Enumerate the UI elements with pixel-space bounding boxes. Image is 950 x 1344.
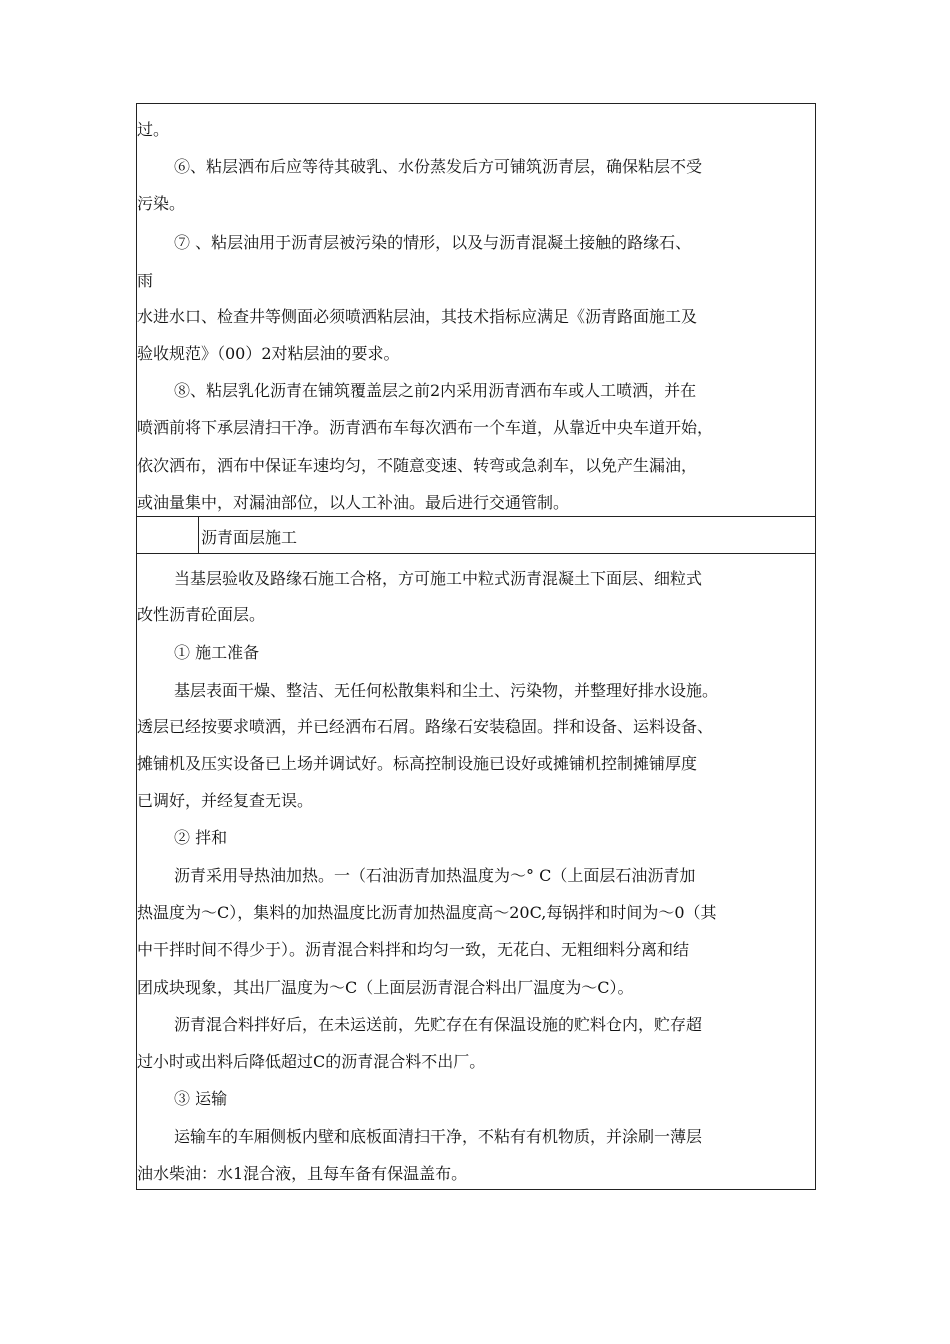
text-line: 改性沥青砼面层。 [137, 605, 266, 624]
text-line: 当基层验收及路缘石施工合格，方可施工中粒式沥青混凝土下面层、细粒式 [174, 569, 703, 588]
text-line: ③ 运输 [174, 1089, 228, 1108]
text-line: 中干拌时间不得少于）。沥青混合料拌和均匀一致，无花白、无粗细料分离和结 [137, 940, 690, 959]
text-line: ⑥、粘层洒布后应等待其破乳、水份蒸发后方可铺筑沥青层，确保粘层不受 [174, 157, 703, 176]
text-line: ⑦ 、粘层油用于沥青层被污染的情形，以及与沥青混凝土接触的路缘石、 [174, 233, 692, 252]
text-line: ② 拌和 [174, 828, 228, 847]
text-line: 水进水口、检查井等侧面必须喷洒粘层油，其技术指标应满足《沥青路面施工及 [137, 307, 698, 326]
content-box-upper [136, 103, 816, 516]
text-line: 雨 [137, 271, 154, 290]
text-line: 依次洒布，洒布中保证车速均匀，不随意变速、转弯或急刹车，以免产生漏油， [137, 456, 698, 475]
text-line: 热温度为〜C），集料的加热温度比沥青加热温度高〜20C,每锅拌和时间为〜0（其 [137, 903, 717, 922]
text-line: 沥青采用导热油加热。一（石油沥青加热温度为〜° C（上面层石油沥青加 [174, 866, 696, 885]
text-line: 基层表面干燥、整洁、无任何松散集料和尘土、污染物，并整理好排水设施。 [174, 681, 719, 700]
text-line: 团成块现象，其出厂温度为〜C（上面层沥青混合料出厂温度为〜C）。 [137, 978, 634, 997]
section-header-row [136, 516, 816, 554]
text-line: 验收规范》（00）2对粘层油的要求。 [137, 344, 400, 363]
text-line: 油水柴油：水1混合液，且每车备有保温盖布。 [137, 1164, 468, 1183]
content-box-lower [136, 554, 816, 1190]
section-title: 沥青面层施工 [201, 528, 298, 547]
text-line: 或油量集中，对漏油部位，以人工补油。最后进行交通管制。 [137, 493, 570, 512]
text-line: 透层已经按要求喷洒，并已经洒布石屑。路缘石安装稳固。拌和设备、运料设备、 [137, 717, 714, 736]
text-line: 摊铺机及压实设备已上场并调试好。标高控制设施已设好或摊铺机控制摊铺厚度 [137, 754, 698, 773]
text-line: 过。 [137, 120, 170, 139]
text-line: 运输车的车厢侧板内壁和底板面清扫干净，不粘有有机物质，并涂刷一薄层 [174, 1127, 703, 1146]
text-line: ⑧、粘层乳化沥青在铺筑覆盖层之前2内采用沥青洒布车或人工喷洒，并在 [174, 381, 697, 400]
text-line: 已调好，并经复查无误。 [137, 791, 314, 810]
text-line: 过小时或出料后降低超过C的沥青混合料不出厂。 [137, 1052, 486, 1071]
text-line: 污染。 [137, 194, 186, 213]
text-line: 沥青混合料拌好后，在未运送前，先贮存在有保温设施的贮料仓内，贮存超 [174, 1015, 703, 1034]
text-line: ① 施工准备 [174, 643, 260, 662]
text-line: 喷洒前将下承层清扫干净。沥青洒布车每次洒布一个车道，从靠近中央车道开始， [137, 418, 714, 437]
header-cell-divider [198, 517, 199, 553]
